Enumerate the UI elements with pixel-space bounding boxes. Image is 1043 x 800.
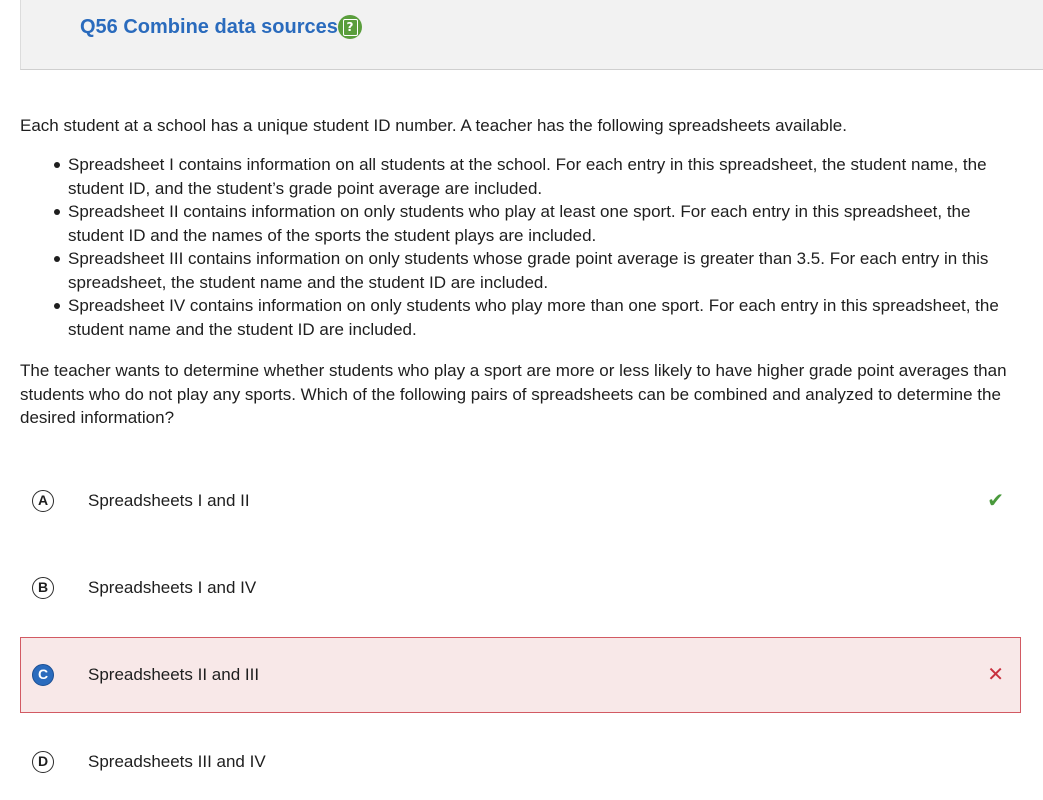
answer-option-b[interactable] [20,550,1021,626]
spreadsheet-item-2: Spreadsheet II contains information on only students who play at least one sport. For each entry in this spreadsheet, the student ID and the names of the sports the student plays are included. [68,200,1005,247]
answer-option-c[interactable] [20,637,1021,713]
question-prompt: The teacher wants to determine whether students who play a sport are more or less likely to have higher grade point averages than students who do not play any sports. Which of the following pairs of spreadsheets can be combined and analyzed to determine the desired information? [20,361,1007,427]
question-intro: Each student at a school has a unique student ID number. A teacher has the following spreadsheets available. [20,116,847,135]
option-label-b: Spreadsheets I and IV [88,578,257,597]
help-glyph: ? [343,19,358,36]
answer-option-d[interactable] [20,724,1021,800]
option-label-c: Spreadsheets II and III [88,665,260,684]
option-letter-a: A [32,490,54,512]
option-label-a: Spreadsheets I and II [88,491,250,510]
answer-option-a[interactable] [20,463,1021,539]
question-title: Q56 Combine data sources [80,16,338,38]
spreadsheet-item-4: Spreadsheet IV contains information on only students who play more than one sport. For each entry in this spreadsheet, the student name and the student ID are included. [68,294,1005,341]
spreadsheet-item-1: Spreadsheet I contains information on all students at the school. For each entry in this spreadsheet, the student name, the student ID, and the student’s grade point average are included. [68,153,1005,200]
option-letter-c: C [32,664,54,686]
cross-icon: ✕ [987,662,1004,686]
help-icon[interactable] [338,15,362,39]
checkmark-icon: ✔ [987,488,1004,512]
question-header [20,0,1043,70]
option-letter-d: D [32,751,54,773]
option-letter-b: B [32,577,54,599]
option-label-d: Spreadsheets III and IV [88,752,266,771]
spreadsheet-list [20,153,1005,341]
spreadsheet-item-3: Spreadsheet III contains information on only students whose grade point average is greater than 3.5. For each entry in this spreadsheet, the student name and the student ID are included. [68,247,1005,294]
